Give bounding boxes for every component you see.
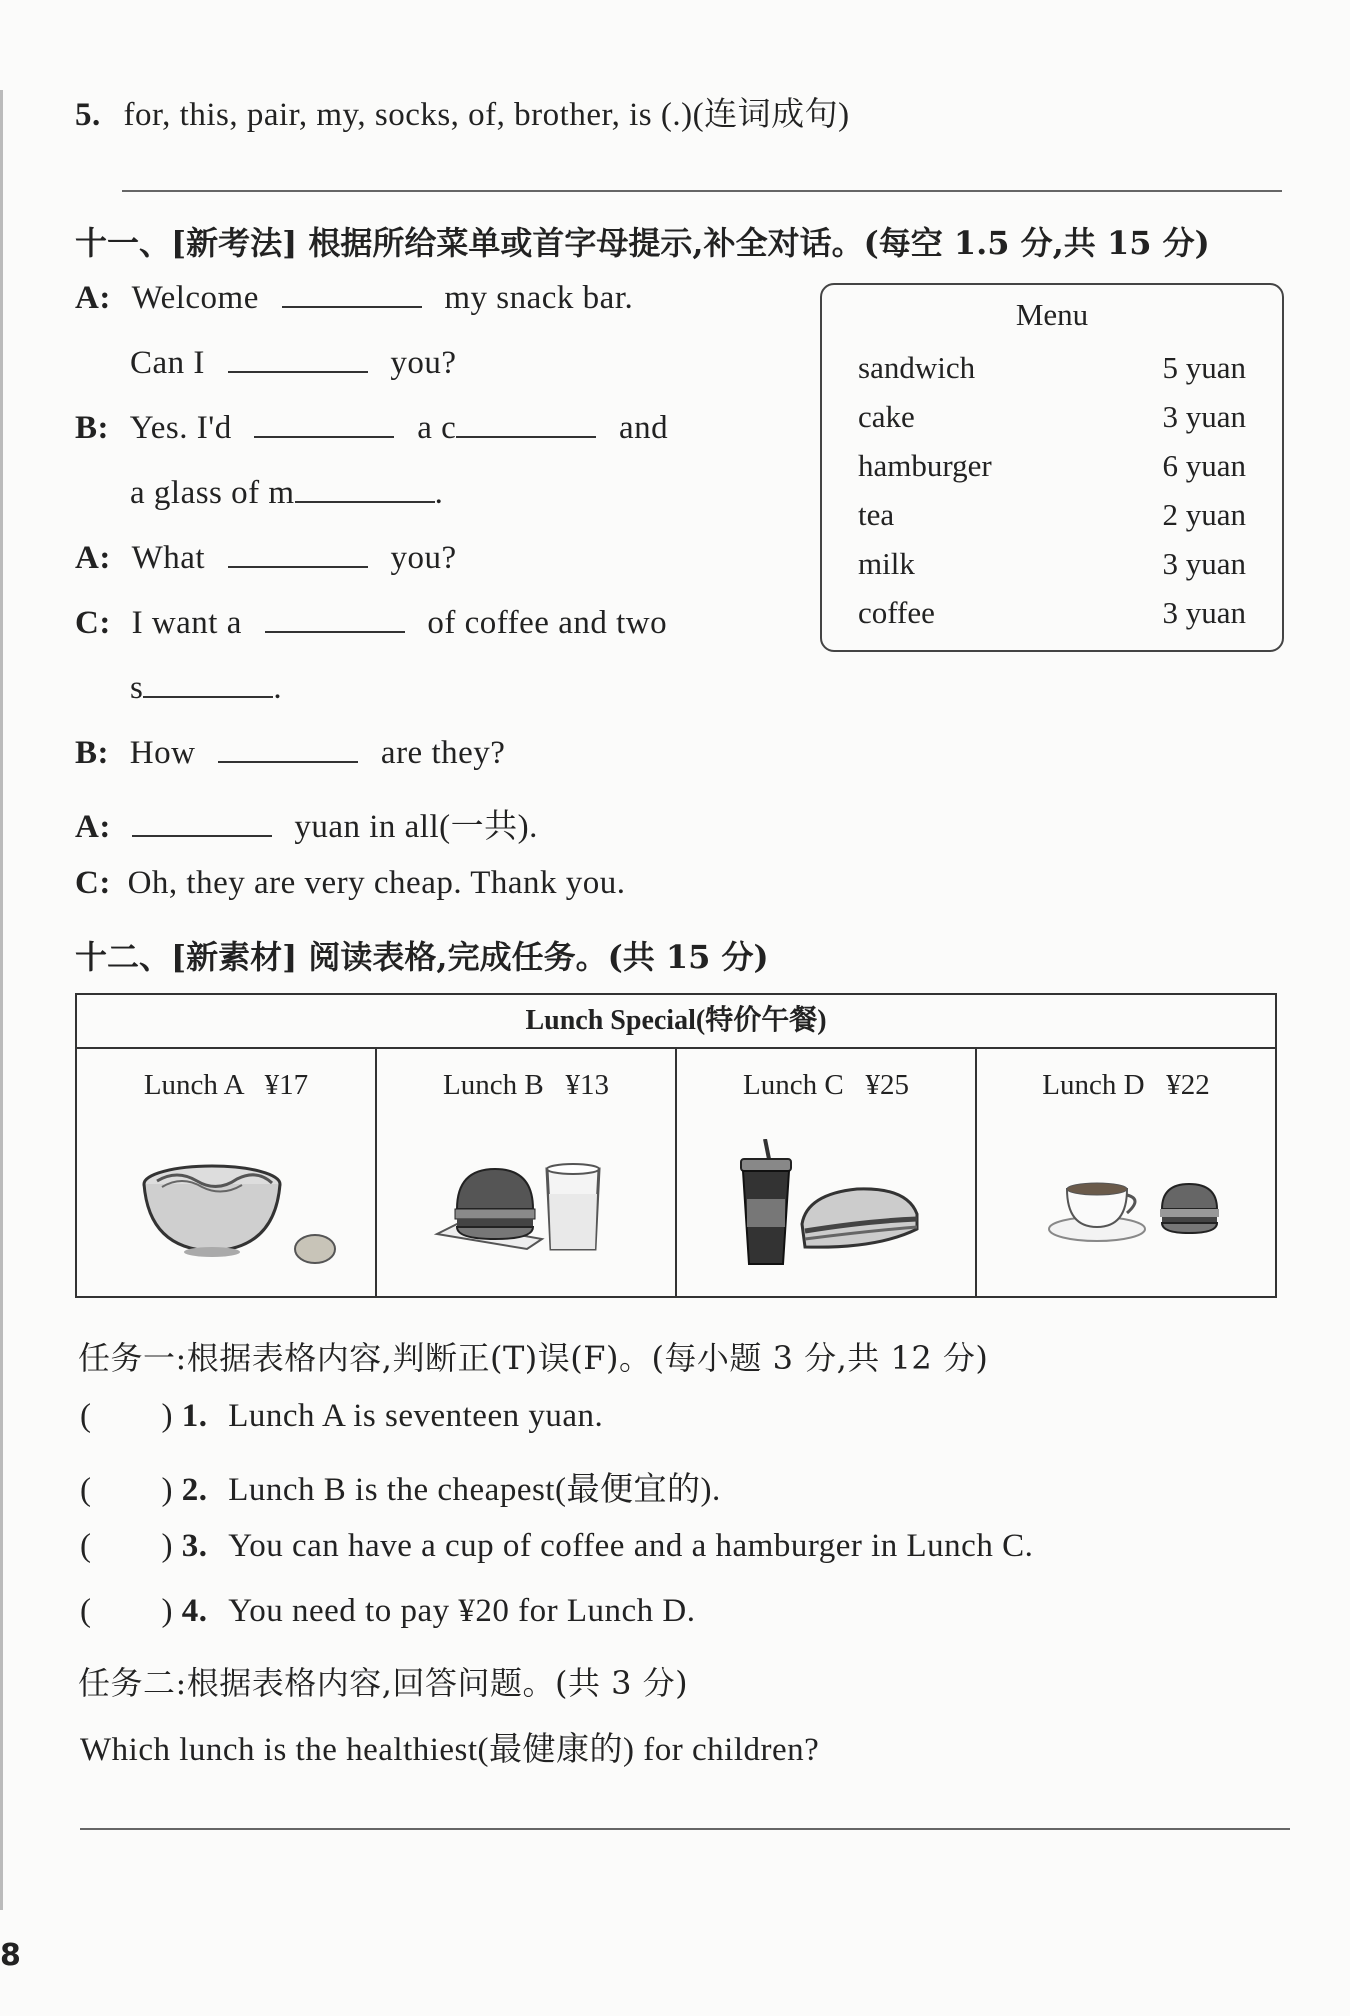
tf-item (80, 1398, 603, 1435)
task-2-title: 任务二:根据表格内容,回答问题。(共 3 分) (78, 1664, 689, 1702)
dialogue-text: Yes. I'd (129, 410, 232, 446)
speaker-label: C: (75, 605, 111, 641)
dialogue-text: What (131, 540, 206, 576)
task-1-title: 任务一:根据表格内容,判断正(T)误(F)。(每小题 3 分,共 12 分) (78, 1339, 989, 1377)
tf-item (80, 1463, 721, 1510)
tf-item (80, 1593, 696, 1630)
blank[interactable] (282, 305, 422, 308)
blank[interactable] (254, 435, 394, 438)
section-12-title: 十二、[新素材] 阅读表格,完成任务。(共 15 分) (75, 938, 769, 976)
menu-item-price: 3 yuan (1162, 399, 1246, 434)
dialogue-text: of coffee and two (427, 605, 668, 641)
item-number: 2. (181, 1472, 208, 1508)
menu-item-name: hamburger (858, 448, 992, 483)
answer-paren[interactable]: ( ) (80, 1472, 173, 1508)
menu-item (858, 497, 1246, 533)
dialogue-text: . (434, 475, 444, 511)
question-5 (75, 88, 850, 135)
dialogue-text: yuan in all(一共). (294, 809, 538, 845)
lunch-label: Lunch B ¥13 (443, 1069, 609, 1101)
dialogue-line (130, 670, 282, 707)
noodle-bowl-and-egg-icon (77, 1139, 377, 1279)
blank[interactable] (132, 834, 272, 837)
dialogue-text: Oh, they are very cheap. Thank you. (127, 865, 626, 901)
dialogue-text: Welcome (131, 280, 259, 316)
speaker-label: A: (75, 540, 111, 576)
dialogue-line (75, 735, 505, 772)
speaker-label: B: (75, 410, 109, 446)
menu-title: Menu (1015, 297, 1089, 332)
section-11-title: 十一、[新考法] 根据所给菜单或首字母提示,补全对话。(每空 1.5 分,共 15 分) (75, 224, 1210, 262)
speaker-label: B: (75, 735, 109, 771)
blank[interactable] (228, 370, 368, 373)
dialogue-text: a glass of m (130, 475, 295, 511)
menu-item (858, 546, 1246, 582)
answer-paren[interactable]: ( ) (80, 1398, 173, 1434)
blank[interactable] (228, 565, 368, 568)
blank[interactable] (456, 435, 596, 438)
tf-item (80, 1528, 1033, 1565)
lunch-a-cell (77, 1049, 377, 1298)
dialogue-line (75, 280, 633, 317)
menu-item-name: tea (858, 497, 895, 532)
dialogue-text: How (129, 735, 196, 771)
lunch-label: Lunch A ¥17 (143, 1069, 309, 1101)
menu-item (858, 350, 1246, 386)
item-number: 1. (181, 1398, 208, 1434)
menu-item-name: milk (858, 546, 915, 581)
menu-item (858, 448, 1246, 484)
menu-item-price: 5 yuan (1162, 350, 1246, 385)
lunch-label: Lunch C ¥25 (743, 1069, 909, 1101)
dialogue-line (75, 410, 668, 447)
dialogue-line (75, 800, 538, 847)
item-text: You can have a cup of coffee and a hamburger in Lunch C. (228, 1528, 1034, 1564)
dialogue-text: a c (417, 410, 457, 446)
menu-item-price: 2 yuan (1162, 497, 1246, 532)
item-text: Lunch B is the cheapest(最便宜的). (228, 1472, 721, 1508)
lunch-table (75, 993, 1277, 1298)
menu-item-price: 3 yuan (1162, 546, 1246, 581)
dialogue-line (75, 865, 626, 902)
answer-line[interactable] (122, 190, 1282, 192)
answer-line[interactable] (80, 1828, 1290, 1830)
menu-box (820, 283, 1284, 652)
coffee-and-hamburger-icon (977, 1139, 1277, 1279)
item-text: You need to pay ¥20 for Lunch D. (228, 1593, 696, 1629)
answer-paren[interactable]: ( ) (80, 1593, 173, 1629)
task-2-question: Which lunch is the healthiest(最健康的) for children? (80, 1732, 820, 1768)
lunch-d-cell (977, 1049, 1275, 1298)
menu-item-name: coffee (858, 595, 935, 630)
dialogue-line (75, 540, 457, 577)
menu-item-name: sandwich (858, 350, 976, 385)
speaker-label: C: (75, 865, 111, 901)
dialogue-text: are they? (380, 735, 506, 771)
dialogue-text: Can I (130, 345, 205, 381)
dialogue-text: I want a (131, 605, 242, 641)
page-number: 8 (0, 1938, 21, 1973)
lunch-c-cell (677, 1049, 977, 1298)
dialogue-line (130, 475, 443, 512)
dialogue-text: and (619, 410, 669, 446)
item-number: 3. (181, 1528, 208, 1564)
dialogue-text: s (130, 670, 144, 706)
cola-and-sandwich-icon (677, 1139, 977, 1279)
blank[interactable] (265, 630, 405, 633)
table-title: Lunch Special(特价午餐) (77, 995, 1275, 1049)
menu-item-name: cake (858, 399, 915, 434)
menu-item (858, 399, 1246, 435)
menu-item (858, 595, 1246, 631)
menu-item-price: 6 yuan (1162, 448, 1246, 483)
answer-paren[interactable]: ( ) (80, 1528, 173, 1564)
dialogue-text: my snack bar. (444, 280, 634, 316)
question-number: 5. (75, 97, 101, 133)
hamburger-and-milk-icon (377, 1139, 677, 1279)
dialogue-text: you? (390, 540, 457, 576)
question-text: for, this, pair, my, socks, of, brother, is (.)(连词成句) (123, 97, 850, 133)
dialogue-text: . (273, 670, 283, 706)
page-edge (0, 90, 3, 1910)
lunch-b-cell (377, 1049, 677, 1298)
dialogue-line (130, 345, 457, 382)
item-number: 4. (181, 1593, 208, 1629)
speaker-label: A: (75, 809, 111, 845)
blank[interactable] (143, 695, 273, 698)
dialogue-text: you? (390, 345, 457, 381)
item-text: Lunch A is seventeen yuan. (228, 1398, 604, 1434)
speaker-label: A: (75, 280, 111, 316)
blank[interactable] (218, 760, 358, 763)
blank[interactable] (295, 500, 435, 503)
dialogue-line (75, 605, 667, 642)
menu-item-price: 3 yuan (1162, 595, 1246, 630)
lunch-label: Lunch D ¥22 (1042, 1069, 1210, 1101)
